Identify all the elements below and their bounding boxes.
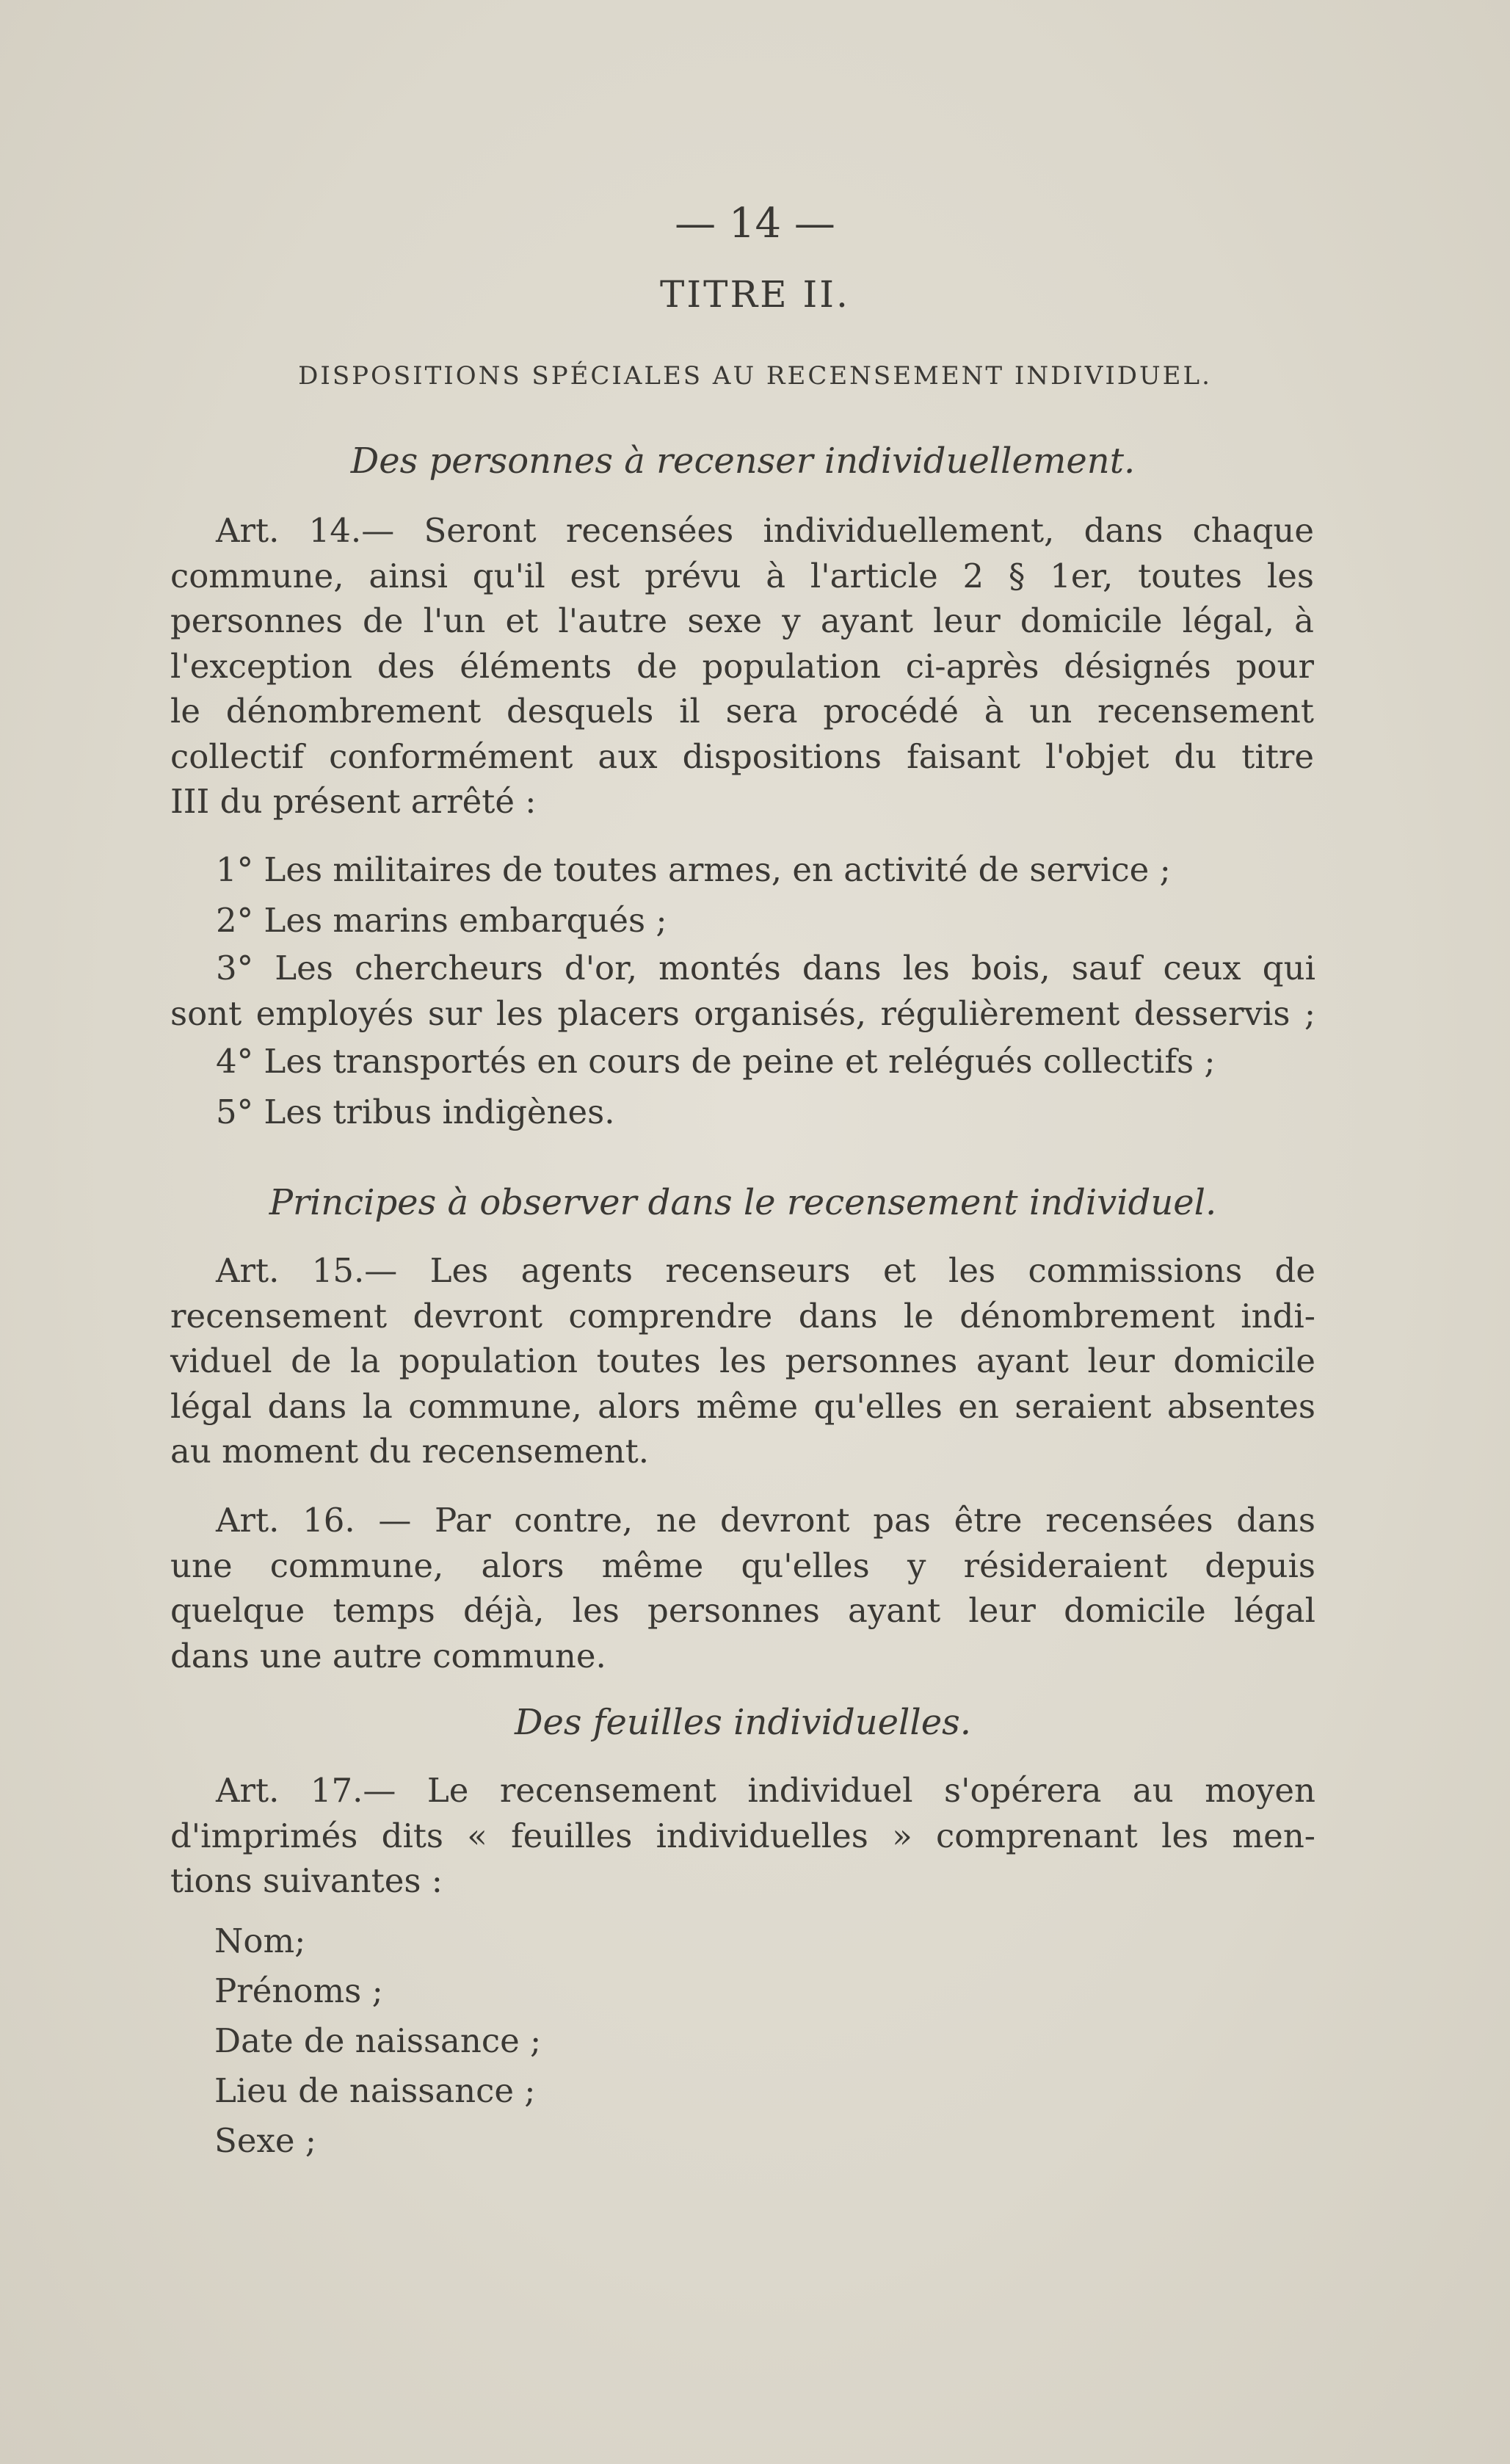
subtitle-heading: DISPOSITIONS SPÉCIALES AU RECENSEMENT INDIVIDUEL.	[298, 361, 1212, 391]
mention-item: Sexe ;	[214, 2121, 316, 2160]
text-line: collectif conformément aux dispositions faisant l'objet du titre	[170, 736, 1314, 776]
list-item: 5° Les tribus indigènes.	[216, 1093, 615, 1131]
section-heading-personnes: Des personnes à recenser individuellement.	[350, 441, 1136, 482]
text-line: légal dans la commune, alors même qu'elles en seraient absentes	[170, 1386, 1315, 1426]
text-line: III du présent arrêté :	[170, 782, 537, 821]
text-line: Art. 16. — Par contre, ne devront pas être recensées dans	[216, 1501, 1315, 1540]
text-line: l'exception des éléments de population ci-après désignés pour	[170, 646, 1314, 686]
text-line: recensement devront comprendre dans le dénombrement indi-	[170, 1296, 1315, 1336]
mention-item: Date de naissance ;	[214, 2021, 542, 2060]
text-line: Art. 14.— Seront recensées individuellement, dans chaque	[216, 511, 1314, 550]
section-heading-principes: Principes à observer dans le recensement individuel.	[269, 1182, 1217, 1223]
mention-item: Prénoms ;	[214, 1971, 383, 2010]
section-heading-feuilles: Des feuilles individuelles.	[514, 1702, 972, 1743]
list-item-multiline	[170, 946, 1315, 1036]
text-line: sont employés sur les placers organisés, régulièrement desservis ;	[170, 993, 1315, 1033]
text-line: Art. 17.— Le recensement individuel s'opérera au moyen	[216, 1771, 1315, 1810]
text-line: une commune, alors même qu'elles y résideraient depuis	[170, 1546, 1315, 1585]
exception-list	[170, 844, 1315, 1137]
text-line: personnes de l'un et l'autre sexe y ayant leur domicile légal, à	[170, 601, 1314, 640]
text-line: quelque temps déjà, les personnes ayant leur domicile légal	[170, 1591, 1315, 1630]
text-line: tions suivantes :	[170, 1861, 443, 1900]
text-line: au moment du recensement.	[170, 1432, 649, 1471]
text-line: d'imprimés dits « feuilles individuelles » comprenant les men-	[170, 1816, 1315, 1855]
list-item: 4° Les transportés en cours de peine et relégués collectifs ;	[216, 1042, 1216, 1081]
text-line: 3° Les chercheurs d'or, montés dans les bois, sauf ceux qui	[216, 949, 1315, 988]
list-item: 1° Les militaires de toutes armes, en activité de service ;	[216, 850, 1171, 889]
article-15	[170, 1248, 1315, 1474]
text-line: le dénombrement desquels il sera procédé à un recensement	[170, 692, 1314, 731]
text-line: commune, ainsi qu'il est prévu à l'article 2 § 1er, toutes les	[170, 556, 1314, 595]
text-line: Art. 15.— Les agents recenseurs et les commissions de	[216, 1251, 1315, 1290]
mention-item: Nom;	[214, 1921, 306, 1960]
mentions-list	[170, 1916, 1315, 2166]
text-line: dans une autre commune.	[170, 1636, 606, 1675]
article-16	[170, 1498, 1315, 1678]
text-line: viduel de la population toutes les personnes ayant leur domicile	[170, 1341, 1315, 1380]
title-heading: TITRE II.	[660, 273, 850, 316]
mention-item: Lieu de naissance ;	[214, 2071, 536, 2110]
list-item: 2° Les marins embarqués ;	[216, 901, 667, 940]
article-14	[170, 508, 1314, 825]
page-number: — 14 —	[675, 200, 835, 247]
article-17	[170, 1768, 1315, 1904]
